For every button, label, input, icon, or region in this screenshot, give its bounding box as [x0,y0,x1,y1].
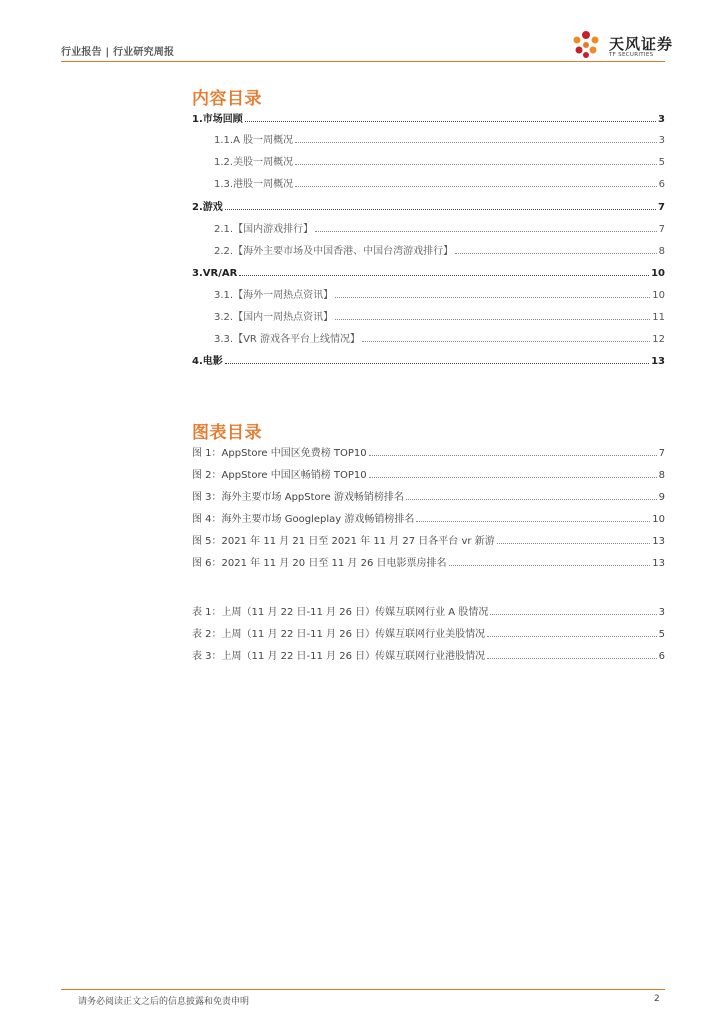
entry-label: 市场回顾 [202,114,243,125]
figures-entry[interactable] [192,468,665,484]
entry-page-number: 6 [658,651,665,662]
figures-entry[interactable] [192,446,665,462]
dot-leader [315,230,657,232]
entry-label: 【国内一周热点资讯】 [233,312,334,323]
entry-label: VR/AR [202,268,238,279]
footer-disclaimer: 请务必阅读正文之后的信息披露和免责申明 [78,997,250,1007]
entry-label: 【海外一周热点资讯】 [233,290,334,301]
dot-leader [239,274,649,276]
figures-entry[interactable] [192,556,665,572]
entry-page-number: 13 [651,356,665,367]
entry-label: AppStore 中国区畅销榜 TOP10 [221,470,367,481]
tables-entry[interactable] [192,627,665,643]
entry-page-number: 6 [658,179,665,190]
entry-page-number: 13 [652,558,665,569]
entry-number: 3.1. [214,290,234,301]
entry-number: 图 4： [192,514,222,525]
toc-entry-level2[interactable] [192,177,665,193]
entry-number: 3.3. [214,334,234,345]
tables-entry[interactable] [192,605,665,621]
entry-number: 2.1. [214,224,234,235]
entry-number: 图 5： [192,536,222,547]
toc-entry-level1[interactable] [192,112,665,128]
figures-entry[interactable] [192,534,665,550]
entry-number: 2.2. [214,246,234,257]
entry-page-number: 3 [658,114,665,125]
entry-label: A 股一周概况 [233,135,294,146]
company-logo [566,28,676,62]
dot-leader [335,318,650,320]
dot-leader [487,635,656,637]
entry-page-number: 10 [651,268,665,279]
dot-leader [225,208,656,210]
toc-entry-level2[interactable] [192,288,665,304]
entry-number: 1.1. [214,135,234,146]
figures-title: 图表目录 [192,423,262,443]
entry-label: 上周（11 月 22 日-11 月 26 日）传媒互联网行业港股情况 [221,651,486,662]
figures-entry[interactable] [192,512,665,528]
entry-number: 1. [192,114,203,125]
dot-leader [369,454,657,456]
entry-page-number: 7 [658,448,665,459]
entry-page-number: 7 [658,224,665,235]
entry-number: 图 2： [192,470,222,481]
entry-label: 美股一周概况 [233,157,294,168]
entry-page-number: 7 [658,202,665,213]
dot-leader [295,141,657,143]
entry-label: 港股一周概况 [233,179,294,190]
entry-page-number: 10 [652,514,665,525]
entry-number: 3. [192,268,203,279]
footer-divider [61,989,665,990]
header-title: 行业报告 | 行业研究周报 [61,47,175,58]
dot-leader [490,613,656,615]
entry-label: 2021 年 11 月 21 日至 2021 年 11 月 27 日各平台 vr 新游 [221,536,495,547]
dot-leader [362,340,650,342]
dot-leader [497,542,651,544]
entry-label: 电影 [202,356,223,367]
dot-leader [295,163,657,165]
entry-page-number: 9 [658,492,665,503]
page-number: 2 [654,994,660,1004]
dot-leader [335,296,650,298]
toc-title: 内容目录 [192,89,262,109]
entry-page-number: 3 [658,135,665,146]
entry-page-number: 11 [652,312,665,323]
entry-number: 表 1： [192,607,222,618]
entry-number: 1.3. [214,179,234,190]
entry-number: 2. [192,202,203,213]
entry-number: 3.2. [214,312,234,323]
toc-entry-level2[interactable] [192,310,665,326]
toc-entry-level2[interactable] [192,155,665,171]
dot-leader [225,362,649,364]
entry-label: 【海外主要市场及中国香港、中国台湾游戏排行】 [233,246,454,257]
entry-page-number: 12 [652,334,665,345]
logo-text-cn: 天风证券 [609,35,674,53]
dot-leader [245,120,656,122]
entry-page-number: 8 [658,246,665,257]
tables-entry[interactable] [192,649,665,665]
entry-label: 游戏 [202,202,223,213]
toc-entry-level2[interactable] [192,133,665,149]
dot-leader [455,252,657,254]
dot-leader [416,520,650,522]
entry-label: 【国内游戏排行】 [233,224,314,235]
dot-leader [487,657,656,659]
entry-label: 2021 年 11 月 20 日至 11 月 26 日电影票房排名 [221,558,447,569]
toc-entry-level2[interactable] [192,222,665,238]
dot-leader [449,564,651,566]
entry-page-number: 5 [658,157,665,168]
dot-leader [369,476,657,478]
entry-number: 图 6： [192,558,222,569]
entry-number: 表 2： [192,629,222,640]
entry-label: AppStore 中国区免费榜 TOP10 [221,448,367,459]
entry-page-number: 13 [652,536,665,547]
entry-label: 海外主要市场 Googleplay 游戏畅销榜排名 [221,514,415,525]
entry-number: 图 3： [192,492,222,503]
entry-page-number: 10 [652,290,665,301]
toc-entry-level1[interactable] [192,354,665,370]
entry-page-number: 5 [658,629,665,640]
toc-entry-level2[interactable] [192,244,665,260]
entry-label: 海外主要市场 AppStore 游戏畅销榜排名 [221,492,404,503]
toc-entry-level1[interactable] [192,266,665,282]
entry-label: 上周（11 月 22 日-11 月 26 日）传媒互联网行业 A 股情况 [221,607,489,618]
entry-label: 【VR 游戏各平台上线情况】 [233,334,361,345]
figures-entry[interactable] [192,490,665,506]
dot-leader [295,185,657,187]
entry-number: 4. [192,356,203,367]
entry-number: 图 1： [192,448,222,459]
entry-page-number: 8 [658,470,665,481]
entry-number: 表 3： [192,651,222,662]
entry-number: 1.2. [214,157,234,168]
entry-label: 上周（11 月 22 日-11 月 26 日）传媒互联网行业美股情况 [221,629,486,640]
logo-flower-icon [566,28,606,62]
logo-text-en: TF SECURITIES [609,52,654,58]
dot-leader [406,498,657,500]
toc-entry-level1[interactable] [192,200,665,216]
toc-entry-level2[interactable] [192,332,665,348]
entry-page-number: 3 [658,607,665,618]
